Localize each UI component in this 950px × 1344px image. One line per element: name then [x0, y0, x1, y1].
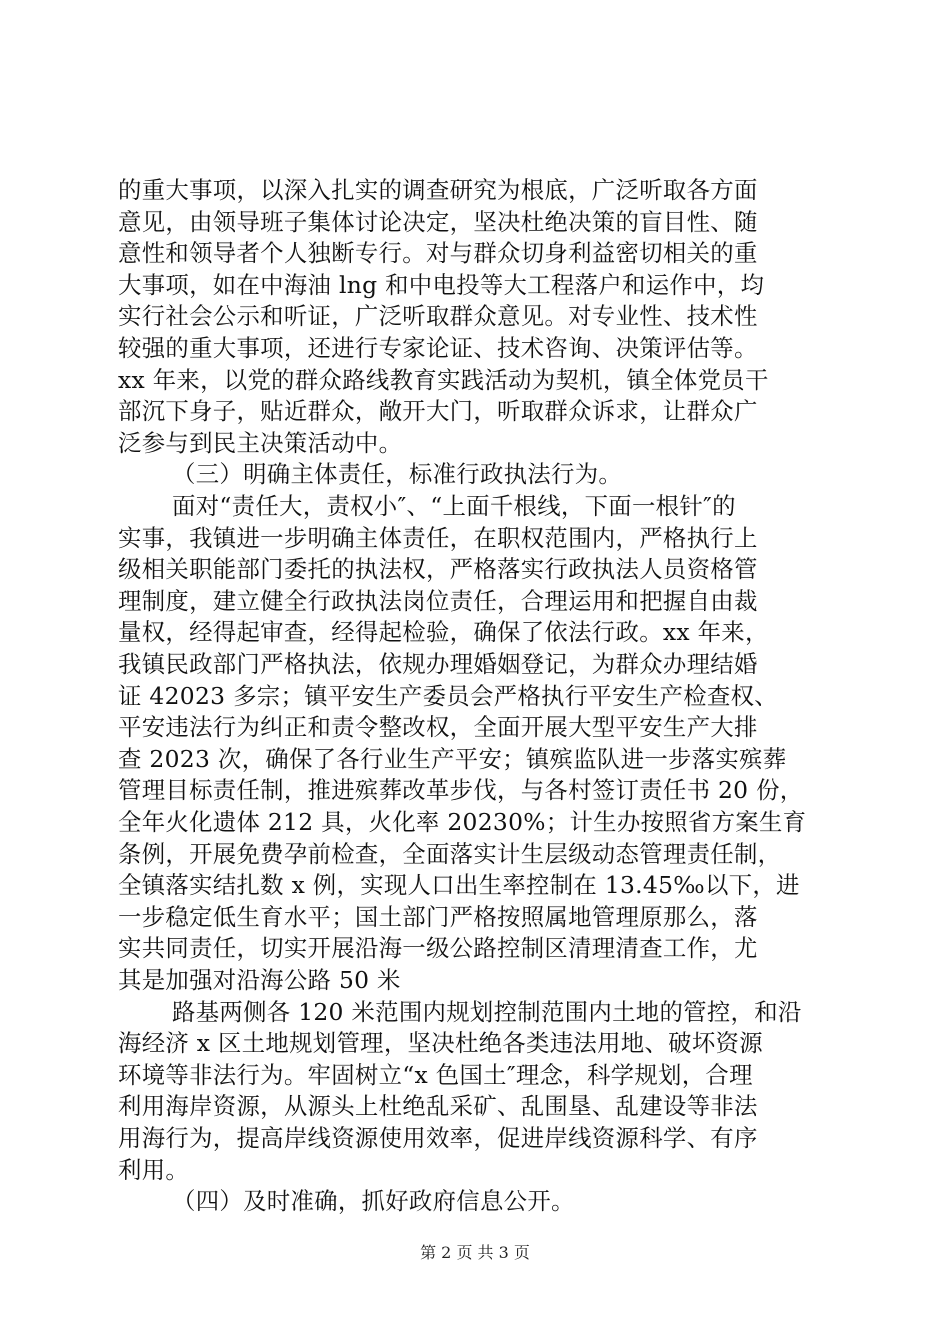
text-line: 管理目标责任制，推进殡葬改革步伐，与各村签订责任书 20 份，: [118, 776, 804, 804]
text-line: 理制度，建立健全行政执法岗位责任，合理运用和把握自由裁: [118, 587, 758, 615]
text-line: 用海行为，提高岸线资源使用效率，促进岸线资源科学、有序: [118, 1124, 758, 1152]
text-line: 面对“责任大，责权小″、“上面千根线，下面一根针″的: [172, 492, 736, 520]
text-line: 一步稳定低生育水平；国土部门严格按照属地管理原那么，落: [118, 903, 758, 931]
text-line: 实行社会公示和听证，广泛听取群众意见。对专业性、技术性: [118, 302, 758, 330]
text-line: 利用。: [118, 1156, 190, 1184]
text-line: 其是加强对沿海公路 50 米: [118, 966, 401, 994]
text-line: 实事，我镇进一步明确主体责任，在职权范围内，严格执行上: [118, 524, 758, 552]
text-line: 环境等非法行为。牢固树立“x 色国土″理念，科学规划，合理: [118, 1061, 753, 1089]
text-line: 平安违法行为纠正和责令整改权，全面开展大型平安生产大排: [118, 713, 758, 741]
text-line: 我镇民政部门严格执法，依规办理婚姻登记，为群众办理结婚: [118, 650, 758, 678]
text-line: 实共同责任，切实开展沿海一级公路控制区清理清查工作，尤: [118, 934, 758, 962]
text-line: 查 2023 次，确保了各行业生产平安；镇殡监队进一步落实殡葬: [118, 745, 787, 773]
text-line: 意性和领导者个人独断专行。对与群众切身利益密切相关的重: [118, 239, 758, 267]
text-line: 海经济 x 区土地规划管理，坚决杜绝各类违法用地、破坏资源: [118, 1029, 763, 1057]
text-line: 条例，开展免费孕前检查，全面落实计生层级动态管理责任制，: [118, 840, 782, 868]
text-line: 较强的重大事项，还进行专家论证、技术咨询、决策评估等。: [118, 334, 758, 362]
text-line: 部沉下身子，贴近群众，敞开大门，听取群众诉求，让群众广: [118, 397, 758, 425]
page-footer: 第 2 页 共 3 页: [420, 1243, 530, 1262]
section-heading: （四）及时准确，抓好政府信息公开。: [172, 1187, 575, 1215]
text-line: 证 42023 多宗；镇平安生产委员会严格执行平安生产检查权、: [118, 682, 778, 710]
text-line: 全年火化遗体 212 具，火化率 20230%；计生办按照省方案生育: [118, 808, 807, 836]
text-line: 意见，由领导班子集体讨论决定，坚决杜绝决策的盲目性、随: [118, 208, 758, 236]
text-line: 路基两侧各 120 米范围内规划控制范围内土地的管控，和沿: [172, 998, 802, 1026]
text-line: xx 年来，以党的群众路线教育实践活动为契机，镇全体党员干: [118, 366, 769, 394]
text-line: 的重大事项，以深入扎实的调查研究为根底，广泛听取各方面: [118, 176, 758, 204]
text-line: 全镇落实结扎数 x 例，实现人口出生率控制在 13.45‰以下，进: [118, 871, 800, 899]
text-line: 量权，经得起审查，经得起检验，确保了依法行政。xx 年来，: [118, 618, 769, 646]
section-heading: （三）明确主体责任，标准行政执法行为。: [172, 460, 623, 488]
text-line: 利用海岸资源，从源头上杜绝乱采矿、乱围垦、乱建设等非法: [118, 1092, 758, 1120]
text-line: 泛参与到民主决策活动中。: [118, 429, 403, 457]
text-line: 大事项，如在中海油 lng 和中电投等大工程落户和运作中，均: [118, 271, 765, 299]
text-line: 级相关职能部门委托的执法权，严格落实行政执法人员资格管: [118, 555, 758, 583]
